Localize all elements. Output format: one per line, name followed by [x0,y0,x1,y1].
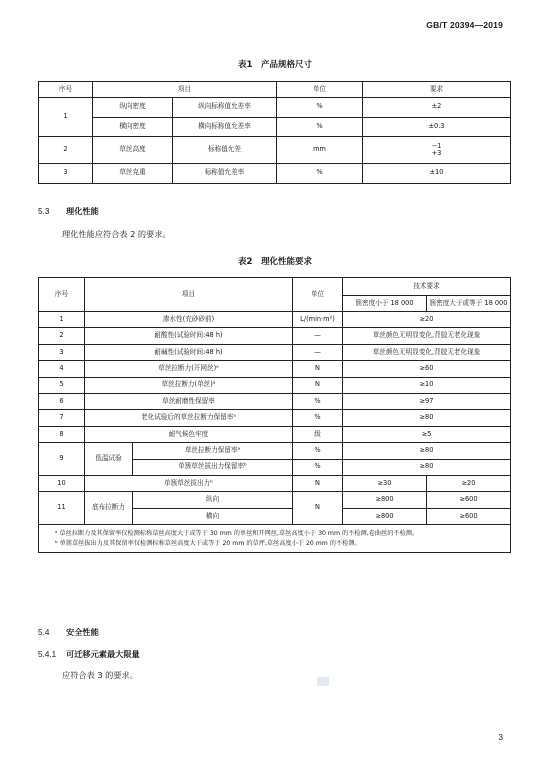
table2-cell-low-density: ≥30 [343,475,427,491]
table2-cell-high-density: ≥20 [427,475,511,491]
table-row [39,164,511,184]
table2-cell-value: ≥10 [343,377,511,393]
table-row [39,443,511,459]
table2-cell-group: 底布拉断力 [85,492,133,525]
table2-cell-no: 8 [39,426,85,442]
section-number: 5.4 [38,628,50,637]
table2-cell-low-density: ≥800 [343,492,427,508]
section-title: 理化性能 [66,206,99,216]
table2-cell-unit: L/(min·m²) [293,312,343,328]
table1-cell-req: ±2 [363,98,511,118]
table1-cell-subitem: 标称值允差 [173,137,277,164]
section-5-4-heading [38,627,99,638]
table-row [39,344,511,360]
section-title: 安全性能 [66,627,99,637]
table2-cell-no: 1 [39,312,85,328]
tolerance-upper: +3 [431,148,442,157]
table-row [39,410,511,426]
table2-cell-value: 草丝颜色无明显变化,背胶无老化现象 [343,328,511,344]
section-5-4-1-heading [38,649,140,660]
table2 [38,277,511,553]
table2-cell-no: 9 [39,443,85,476]
table2-cell-item: 草丝拉断力(单丝)ᵃ [85,377,293,393]
table2-cell-no: 6 [39,393,85,409]
table1-cell-item: 草丝高度 [93,137,173,164]
table2-header-no: 序号 [39,278,85,312]
table2-cell-item: 耐酸性(试验时间:48 h) [85,328,293,344]
table2-cell-unit: N [293,492,343,525]
table2-cell-value: ≥80 [343,443,511,459]
table2-cell-no: 11 [39,492,85,525]
table2-cell-unit: N [293,475,343,491]
table-row [39,377,511,393]
table2-footnotes-row [39,525,511,553]
table2-cell-no: 3 [39,344,85,360]
table2-header-unit: 单位 [293,278,343,312]
footnote-b: ᵇ 单簇草丝拔出力及其保留率仅检测标称草丝高度大于或等于 20 mm 的草坪,草丝高度小于 20 mm 的不检测。 [55,539,361,547]
table2-cell-value: ≥60 [343,361,511,377]
table2-cell-value: ≥80 [343,459,511,475]
table2-cell-low-density: ≥800 [343,508,427,524]
section-title: 可迁移元素最大限量 [66,649,140,659]
table2-cell-item: 草丝耐磨性保留率 [85,393,293,409]
table2-cell-item: 耐气候色牢度 [85,426,293,442]
table2-cell-unit: % [293,410,343,426]
table1-cell-unit: mm [277,137,363,164]
table2-cell-item: 草丝拉断力(开网丝)ᵃ [85,361,293,377]
table2-cell-high-density: ≥600 [427,492,511,508]
table-row [39,117,511,137]
table1-cell-subitem: 纵向标称值允差率 [173,98,277,118]
table-row [39,492,511,508]
tolerance-lower: −1 [431,141,442,150]
table1-header-row [39,82,511,98]
table2-cell-unit: N [293,361,343,377]
table2-cell-unit: % [293,443,343,459]
table2-cell-item: 老化试验后的草丝拉断力保留率ᵃ [85,410,293,426]
table1-cell-subitem: 标称值允差率 [173,164,277,184]
table2-cell-value: ≥5 [343,426,511,442]
section-5-3-text: 理化性能应符合表 2 的要求。 [62,229,171,239]
table1-title: 表1 产品规格尺寸 [238,60,312,70]
watermark-stamp [317,677,329,686]
table2-header-item: 项目 [85,278,293,312]
table1-cell-item: 纵向密度 [93,98,173,118]
section-number: 5.3 [38,207,50,216]
table1-cell-unit: % [277,98,363,118]
table-row [39,98,511,118]
table1-cell-no: 1 [39,98,93,137]
table2-title: 表2 理化性能要求 [238,257,312,267]
table1-header-item: 项目 [93,82,277,98]
table2-cell-item: 单簇草丝拔出力保留率ᵇ [133,459,293,475]
table-row [39,312,511,328]
table2-cell-unit: N [293,377,343,393]
table1-cell-req: ±10 [363,164,511,184]
table1-cell-item: 横向密度 [93,117,173,137]
table1-cell-req: ±0.3 [363,117,511,137]
table1-cell-no: 3 [39,164,93,184]
table2-cell-unit: % [293,459,343,475]
table2-cell-unit: 级 [293,426,343,442]
standard-code: GB/T 20394—2019 [426,20,503,30]
table2-cell-item: 草丝拉断力保留率ᵃ [133,443,293,459]
section-number: 5.4.1 [38,650,57,659]
table2-footnotes [39,525,511,553]
table1 [38,81,511,184]
table2-header-row [39,278,511,296]
table2-cell-value: ≥97 [343,393,511,409]
table2-cell-item: 耐碱性(试验时间:48 h) [85,344,293,360]
table1-cell-unit: % [277,117,363,137]
table2-cell-item: 横向 [133,508,293,524]
table2-cell-item: 单簇草丝拔出力ᵇ [85,475,293,491]
table1-header-unit: 单位 [277,82,363,98]
table-row [39,426,511,442]
table2-cell-unit: % [293,393,343,409]
table2-cell-value: ≥80 [343,410,511,426]
table1-cell-item: 草丝克重 [93,164,173,184]
table1-header-no: 序号 [39,82,93,98]
table2-header-tech: 技术要求 [343,278,511,296]
table-row [39,475,511,491]
table2-cell-value: 草丝颜色无明显变化,背胶无老化现象 [343,344,511,360]
table2-cell-no: 5 [39,377,85,393]
table2-cell-item: 纵向 [133,492,293,508]
section-5-4-1-text: 应符合表 3 的要求。 [62,670,138,680]
table-row [39,328,511,344]
section-5-3-heading [38,206,99,217]
table2-cell-no: 2 [39,328,85,344]
page-number: 3 [498,733,503,742]
table-row [39,137,511,164]
table2-header-low-density: 簇密度小于 18 000 [343,296,427,312]
table1-cell-req [363,137,511,164]
table1-cell-unit: % [277,164,363,184]
footnote-a: ᵃ 草丝拉断力及其保留率仅检测标称草丝高度大于或等于 30 mm 的单丝和开网丝,草丝高度小于 30 mm 的不检测,卷曲丝的不检测。 [55,530,419,538]
table2-cell-unit: — [293,328,343,344]
table2-cell-item: 渗水性(充砂砂前) [85,312,293,328]
table2-cell-high-density: ≥600 [427,508,511,524]
tolerance-stack [432,143,442,157]
table1-header-req: 要求 [363,82,511,98]
table2-cell-unit: — [293,344,343,360]
table1-cell-no: 2 [39,137,93,164]
table2-cell-no: 4 [39,361,85,377]
table2-cell-no: 7 [39,410,85,426]
table-row [39,361,511,377]
table2-header-high-density: 簇密度大于或等于 18 000 [427,296,511,312]
table2-cell-no: 10 [39,475,85,491]
table-row [39,393,511,409]
table1-cell-subitem: 横向标称值允差率 [173,117,277,137]
table2-cell-value: ≥20 [343,312,511,328]
table2-cell-group: 低温试验 [85,443,133,476]
